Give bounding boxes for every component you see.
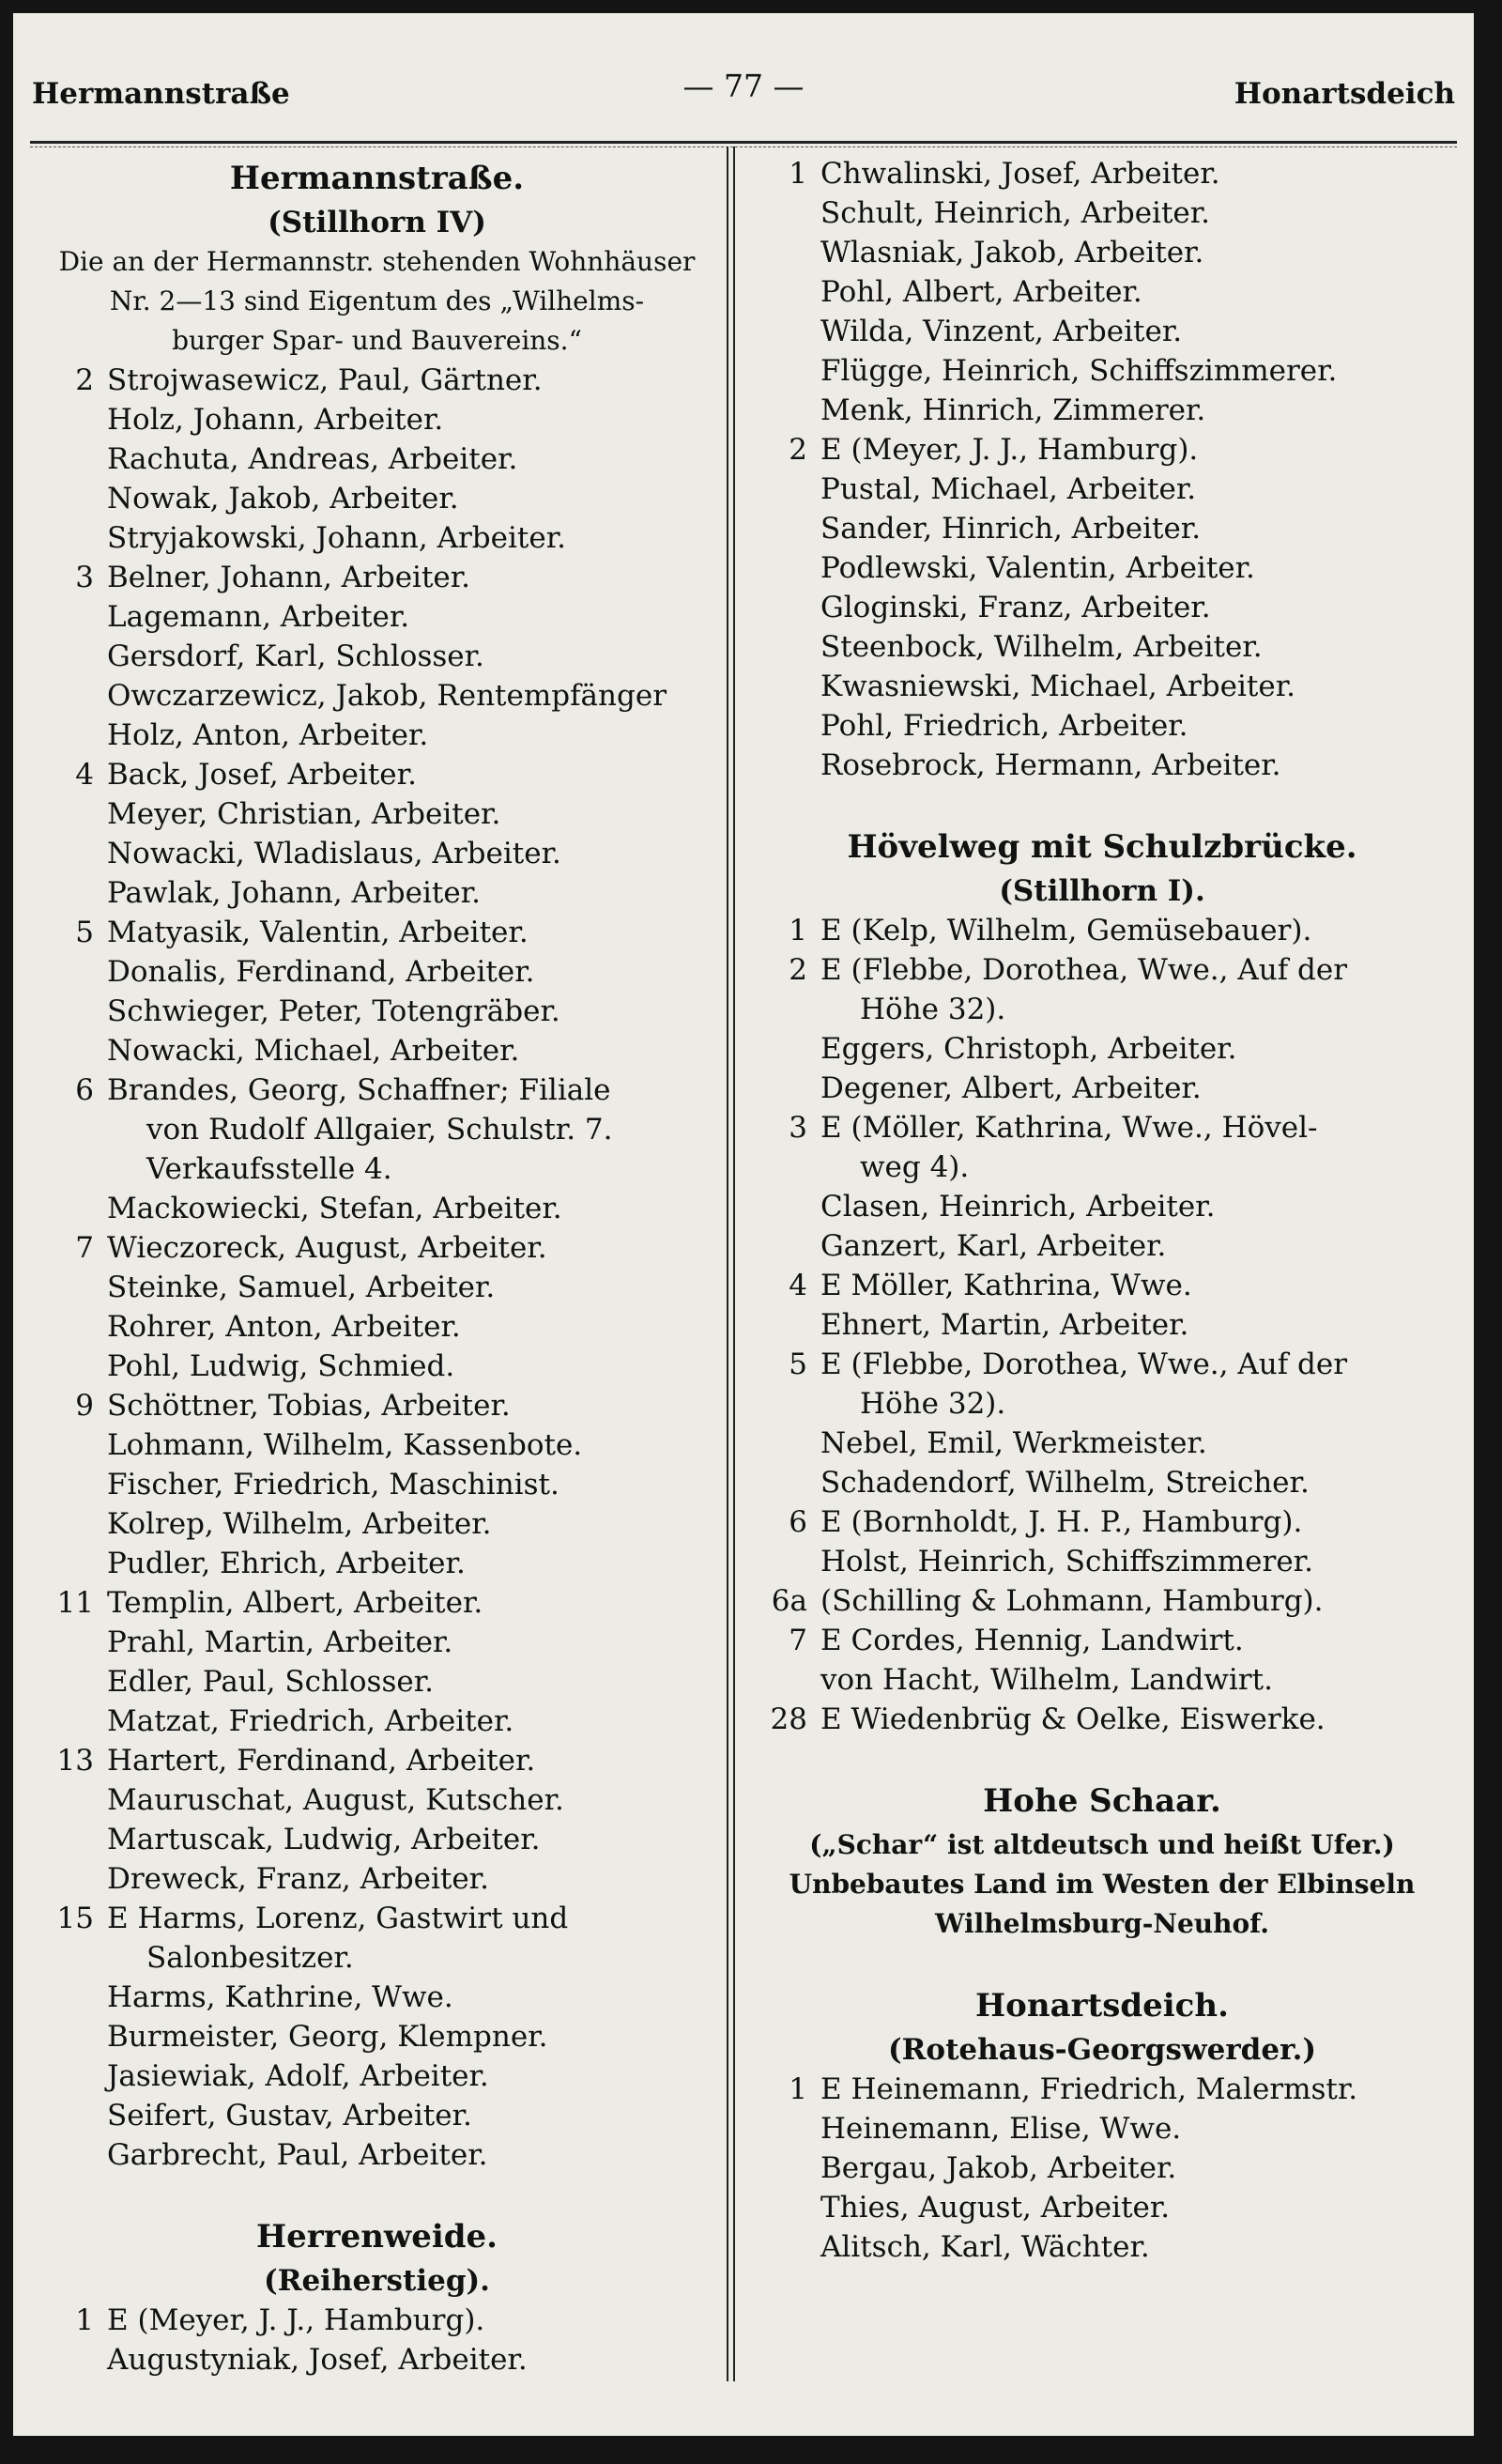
resident-entry (755, 1108, 1449, 1147)
resident-name: von Hacht, Wilhelm, Landwirt. (820, 1663, 1273, 1697)
resident-entry (755, 1266, 1449, 1305)
resident-name: Rohrer, Anton, Arbeiter. (107, 1310, 461, 1344)
resident-entry (41, 1347, 713, 1386)
resident-entry (41, 1228, 713, 1268)
district-subtitle (755, 871, 1449, 911)
street-heading (41, 154, 713, 203)
resident-entry (41, 2135, 713, 2175)
resident-name: E Harms, Lorenz, Gastwirt und (107, 1902, 569, 1935)
house-number: 6 (75, 1073, 94, 1107)
house-number: 3 (789, 1111, 807, 1145)
resident-entry (41, 1978, 713, 2017)
resident-entry (755, 1463, 1449, 1502)
resident-name: Schöttner, Tobias, Arbeiter. (107, 1389, 511, 1423)
resident-name: Pudler, Ehrich, Arbeiter. (107, 1547, 466, 1580)
resident-entry (41, 400, 713, 439)
resident-name: Lohmann, Wilhelm, Kassenbote. (107, 1428, 583, 1462)
resident-name: Belner, Johann, Arbeiter. (107, 561, 471, 594)
entry-text: weg 4). (860, 1150, 970, 1184)
resident-entry (41, 558, 713, 597)
resident-entry (41, 2096, 713, 2135)
resident-name: Strojwasewicz, Paul, Gärtner. (107, 363, 543, 397)
resident-entry (755, 1345, 1449, 1384)
resident-entry (755, 706, 1449, 746)
resident-name: E (Flebbe, Dorothea, Wwe., Auf der (820, 953, 1348, 987)
resident-name: Brandes, Georg, Schaffner; Filiale (107, 1073, 611, 1107)
resident-entry (41, 755, 713, 794)
resident-name: E Heinemann, Friedrich, Malermstr. (820, 2072, 1358, 2106)
resident-name: Rosebrock, Hermann, Arbeiter. (820, 748, 1281, 782)
resident-name: Martuscak, Ludwig, Arbeiter. (107, 1823, 541, 1856)
header-left-street: Hermannstraße (32, 77, 290, 111)
resident-entry (41, 676, 713, 716)
entry-continuation (41, 1938, 713, 1978)
street-heading (755, 1981, 1449, 2030)
street-note-text: burger Spar- und Bauvereins.“ (172, 325, 582, 356)
resident-entry (41, 1070, 713, 1110)
house-number: 9 (75, 1389, 94, 1423)
resident-name: Stryjakowski, Johann, Arbeiter. (107, 521, 566, 555)
resident-name: Mackowiecki, Stefan, Arbeiter. (107, 1192, 562, 1225)
resident-name: Dreweck, Franz, Arbeiter. (107, 1862, 489, 1896)
resident-name: Ehnert, Martin, Arbeiter. (820, 1308, 1189, 1342)
resident-name: Wlasniak, Jakob, Arbeiter. (820, 236, 1204, 270)
street-note (41, 282, 713, 321)
street-note (41, 321, 713, 361)
resident-entry (755, 2188, 1449, 2227)
resident-entry (41, 2340, 713, 2379)
column-divider-second (733, 146, 735, 2381)
resident-name: Heinemann, Elise, Wwe. (820, 2112, 1182, 2146)
resident-entry (755, 1187, 1449, 1226)
header-rule-dashed (30, 146, 1457, 147)
entry-continuation (755, 990, 1449, 1029)
resident-name: Alitsch, Karl, Wächter. (820, 2230, 1150, 2264)
resident-name: Kwasniewski, Michael, Arbeiter. (820, 670, 1295, 703)
house-number: 5 (789, 1348, 807, 1381)
resident-name: Mauruschat, August, Kutscher. (107, 1783, 564, 1817)
resident-name: Lagemann, Arbeiter. (107, 600, 410, 634)
resident-entry (755, 193, 1449, 233)
resident-name: Meyer, Christian, Arbeiter. (107, 797, 501, 831)
resident-name: Chwalinski, Josef, Arbeiter. (820, 157, 1220, 191)
house-number: 15 (56, 1902, 94, 1935)
street-note-text: Die an der Hermannstr. stehenden Wohnhäuser (58, 246, 696, 277)
right-column (755, 154, 1449, 2267)
entry-text: Verkaufsstelle 4. (146, 1152, 392, 1186)
section-gap (755, 1739, 1449, 1777)
resident-entry (755, 1029, 1449, 1069)
street-note-text: Nr. 2—13 sind Eigentum des „Wilhelms- (109, 285, 645, 316)
entry-text: von Rudolf Allgaier, Schulstr. 7. (146, 1113, 613, 1147)
resident-entry (755, 233, 1449, 272)
resident-name: Matzat, Friedrich, Arbeiter. (107, 1704, 514, 1738)
house-number: 7 (789, 1624, 807, 1657)
house-number: 1 (789, 914, 807, 947)
resident-entry (755, 627, 1449, 667)
resident-name: Nowak, Jakob, Arbeiter. (107, 482, 459, 516)
resident-entry (755, 1502, 1449, 1542)
resident-entry (41, 1465, 713, 1504)
street-note (755, 1904, 1449, 1944)
resident-entry (41, 1623, 713, 1662)
house-number: 5 (75, 916, 94, 949)
resident-entry (755, 430, 1449, 470)
resident-name: E (Kelp, Wilhelm, Gemüsebauer). (820, 914, 1312, 947)
resident-entry (755, 470, 1449, 509)
entry-text: Höhe 32). (860, 1387, 1006, 1421)
resident-entry (755, 1069, 1449, 1108)
resident-entry (41, 2056, 713, 2096)
resident-name: Nowacki, Michael, Arbeiter. (107, 1034, 520, 1068)
house-number: 4 (75, 758, 94, 792)
section-gap (755, 1944, 1449, 1981)
resident-entry (755, 911, 1449, 950)
resident-name: Templin, Albert, Arbeiter. (107, 1586, 483, 1620)
house-number: 1 (789, 157, 807, 191)
resident-entry (41, 439, 713, 479)
resident-name: Rachuta, Andreas, Arbeiter. (107, 442, 518, 476)
resident-entry (41, 1820, 713, 1859)
resident-entry (755, 391, 1449, 430)
resident-name: Schult, Heinrich, Arbeiter. (820, 196, 1211, 230)
district-subtitle-text: (Stillhorn IV) (268, 206, 486, 239)
resident-entry (755, 1700, 1449, 1739)
section-gap (41, 2175, 713, 2212)
resident-name: Fischer, Friedrich, Maschinist. (107, 1468, 559, 1502)
resident-entry (41, 479, 713, 518)
resident-name: Pustal, Michael, Arbeiter. (820, 472, 1197, 506)
street-heading-text: Hövelweg mit Schulzbrücke. (847, 828, 1357, 866)
resident-name: Gloginski, Franz, Arbeiter. (820, 591, 1211, 624)
resident-name: Edler, Paul, Schlosser. (107, 1665, 434, 1699)
header-right-street: Honartsdeich (1234, 77, 1455, 111)
resident-entry (755, 1660, 1449, 1700)
entry-continuation (41, 1110, 713, 1149)
resident-entry (41, 1899, 713, 1938)
resident-entry (41, 716, 713, 755)
resident-entry (755, 667, 1449, 706)
page-header (32, 58, 1455, 115)
resident-name: Nowacki, Wladislaus, Arbeiter. (107, 837, 561, 870)
resident-entry (41, 361, 713, 400)
resident-entry (755, 950, 1449, 990)
resident-entry (755, 1581, 1449, 1621)
header-rule (30, 141, 1457, 144)
resident-entry (755, 509, 1449, 548)
house-number: 2 (75, 363, 94, 397)
resident-entry (41, 834, 713, 873)
district-subtitle-text: (Stillhorn I). (999, 874, 1205, 908)
resident-name: Gersdorf, Karl, Schlosser. (107, 639, 484, 673)
street-heading-text: Hohe Schaar. (983, 1782, 1221, 1820)
resident-entry (41, 1268, 713, 1307)
page-number: — 77 — (682, 68, 805, 104)
house-number: 2 (789, 953, 807, 987)
resident-name: Burmeister, Georg, Klempner. (107, 2020, 548, 2054)
resident-entry (755, 588, 1449, 627)
resident-entry (41, 992, 713, 1031)
resident-entry (755, 351, 1449, 391)
street-heading-text: Hermannstraße. (229, 160, 525, 197)
directory-page (13, 13, 1474, 2436)
resident-name: Bergau, Jakob, Arbeiter. (820, 2151, 1177, 2185)
resident-name: Holst, Heinrich, Schiffszimmerer. (820, 1545, 1313, 1578)
entry-continuation (755, 1147, 1449, 1187)
resident-entry (41, 1859, 713, 1899)
resident-name: Schadendorf, Wilhelm, Streicher. (820, 1466, 1310, 1500)
left-column (41, 154, 713, 2379)
column-divider (727, 146, 728, 2381)
resident-name: Holz, Anton, Arbeiter. (107, 718, 429, 752)
resident-name: Harms, Kathrine, Wwe. (107, 1980, 453, 2014)
street-note-text: Unbebautes Land im Westen der Elbinseln (789, 1869, 1416, 1900)
resident-entry (41, 1780, 713, 1820)
resident-name: Pohl, Albert, Arbeiter. (820, 275, 1142, 309)
resident-name: Seifert, Gustav, Arbeiter. (107, 2099, 472, 2133)
resident-entry (755, 154, 1449, 193)
entry-continuation (41, 1149, 713, 1189)
resident-entry (41, 913, 713, 952)
resident-name: Hartert, Ferdinand, Arbeiter. (107, 1744, 536, 1778)
resident-entry (41, 1741, 713, 1780)
resident-name: Flügge, Heinrich, Schiffszimmerer. (820, 354, 1338, 388)
resident-entry (755, 272, 1449, 312)
house-number: 28 (770, 1702, 807, 1736)
street-note (755, 1865, 1449, 1904)
resident-entry (755, 1621, 1449, 1660)
resident-name: Back, Josef, Arbeiter. (107, 758, 417, 792)
resident-name: E (Bornholdt, J. H. P., Hamburg). (820, 1505, 1303, 1539)
resident-entry (755, 548, 1449, 588)
resident-entry (755, 1542, 1449, 1581)
entry-continuation (755, 1384, 1449, 1424)
resident-name: Donalis, Ferdinand, Arbeiter. (107, 955, 535, 989)
resident-name: Garbrecht, Paul, Arbeiter. (107, 2138, 488, 2172)
house-number: 1 (789, 2072, 807, 2106)
street-heading (755, 1777, 1449, 1825)
resident-entry (755, 2227, 1449, 2267)
house-number: 11 (56, 1586, 94, 1620)
resident-name: (Schilling & Lohmann, Hamburg). (820, 1584, 1324, 1618)
resident-entry (755, 1424, 1449, 1463)
resident-entry (41, 2017, 713, 2056)
resident-entry (41, 1702, 713, 1741)
resident-name: Degener, Albert, Arbeiter. (820, 1071, 1202, 1105)
resident-entry (41, 637, 713, 676)
street-heading-text: Herrenweide. (256, 2218, 498, 2256)
resident-entry (41, 1425, 713, 1465)
resident-name: Eggers, Christoph, Arbeiter. (820, 1032, 1237, 1066)
resident-name: Owczarzewicz, Jakob, Rentempfänger (107, 679, 667, 713)
resident-name: Matyasik, Valentin, Arbeiter. (107, 916, 529, 949)
street-heading (755, 823, 1449, 871)
resident-name: Podlewski, Valentin, Arbeiter. (820, 551, 1255, 585)
entry-text: Salonbesitzer. (146, 1941, 354, 1975)
resident-entry (755, 2148, 1449, 2188)
resident-name: Prahl, Martin, Arbeiter. (107, 1625, 453, 1659)
house-number: 1 (75, 2303, 94, 2337)
street-note (755, 1825, 1449, 1865)
resident-entry (755, 746, 1449, 785)
resident-name: Augustyniak, Josef, Arbeiter. (107, 2343, 528, 2377)
resident-name: E Möller, Kathrina, Wwe. (820, 1269, 1192, 1302)
resident-entry (755, 2109, 1449, 2148)
entry-text: Höhe 32). (860, 993, 1006, 1026)
resident-name: E Wiedenbrüg & Oelke, Eiswerke. (820, 1702, 1326, 1736)
resident-entry (41, 1189, 713, 1228)
district-subtitle-text: (Rotehaus-Georgswerder.) (887, 2033, 1317, 2067)
resident-entry (41, 2301, 713, 2340)
resident-name: Steenbock, Wilhelm, Arbeiter. (820, 630, 1263, 664)
resident-name: Menk, Hinrich, Zimmerer. (820, 393, 1206, 427)
resident-name: E Cordes, Hennig, Landwirt. (820, 1624, 1244, 1657)
resident-entry (41, 952, 713, 992)
resident-name: E (Flebbe, Dorothea, Wwe., Auf der (820, 1348, 1348, 1381)
resident-name: Pohl, Friedrich, Arbeiter. (820, 709, 1188, 743)
resident-name: Schwieger, Peter, Totengräber. (107, 994, 560, 1028)
resident-name: Clasen, Heinrich, Arbeiter. (820, 1190, 1216, 1224)
resident-entry (755, 1226, 1449, 1266)
street-note-text: Wilhelmsburg-Neuhof. (935, 1908, 1269, 1939)
street-heading-text: Honartsdeich. (975, 1987, 1229, 2025)
resident-entry (755, 1305, 1449, 1345)
resident-name: Jasiewiak, Adolf, Arbeiter. (107, 2059, 489, 2093)
resident-name: E (Meyer, J. J., Hamburg). (107, 2303, 485, 2337)
resident-entry (41, 518, 713, 558)
resident-entry (755, 312, 1449, 351)
resident-entry (41, 873, 713, 913)
section-gap (755, 785, 1449, 823)
resident-entry (41, 597, 713, 637)
resident-name: Kolrep, Wilhelm, Arbeiter. (107, 1507, 492, 1541)
resident-entry (41, 1504, 713, 1544)
house-number: 13 (56, 1744, 94, 1778)
resident-name: E (Meyer, J. J., Hamburg). (820, 433, 1199, 467)
resident-name: Pawlak, Johann, Arbeiter. (107, 876, 481, 910)
house-number: 7 (75, 1231, 94, 1265)
district-subtitle (41, 2261, 713, 2301)
resident-entry (41, 794, 713, 834)
resident-entry (41, 1583, 713, 1623)
resident-name: Pohl, Ludwig, Schmied. (107, 1349, 455, 1383)
house-number: 4 (789, 1269, 807, 1302)
resident-name: Nebel, Emil, Werkmeister. (820, 1426, 1207, 1460)
resident-entry (41, 1031, 713, 1070)
resident-name: Wieczoreck, August, Arbeiter. (107, 1231, 547, 1265)
street-note (41, 242, 713, 282)
resident-name: Sander, Hinrich, Arbeiter. (820, 512, 1202, 546)
house-number: 6a (771, 1584, 807, 1618)
resident-entry (41, 1662, 713, 1702)
resident-entry (41, 1386, 713, 1425)
resident-name: Wilda, Vinzent, Arbeiter. (820, 315, 1183, 348)
district-subtitle-text: (Reiherstieg). (264, 2264, 490, 2298)
resident-name: Holz, Johann, Arbeiter. (107, 403, 444, 437)
house-number: 3 (75, 561, 94, 594)
district-subtitle (41, 203, 713, 242)
street-note-text: („Schar“ ist altdeutsch und heißt Ufer.) (809, 1829, 1395, 1860)
resident-name: Steinke, Samuel, Arbeiter. (107, 1270, 496, 1304)
resident-entry (755, 2070, 1449, 2109)
resident-entry (41, 1544, 713, 1583)
street-heading (41, 2212, 713, 2261)
resident-name: Thies, August, Arbeiter. (820, 2191, 1171, 2225)
resident-name: Ganzert, Karl, Arbeiter. (820, 1229, 1167, 1263)
house-number: 6 (789, 1505, 807, 1539)
house-number: 2 (789, 433, 807, 467)
resident-name: E (Möller, Kathrina, Wwe., Hövel- (820, 1111, 1318, 1145)
district-subtitle (755, 2030, 1449, 2070)
resident-entry (41, 1307, 713, 1347)
